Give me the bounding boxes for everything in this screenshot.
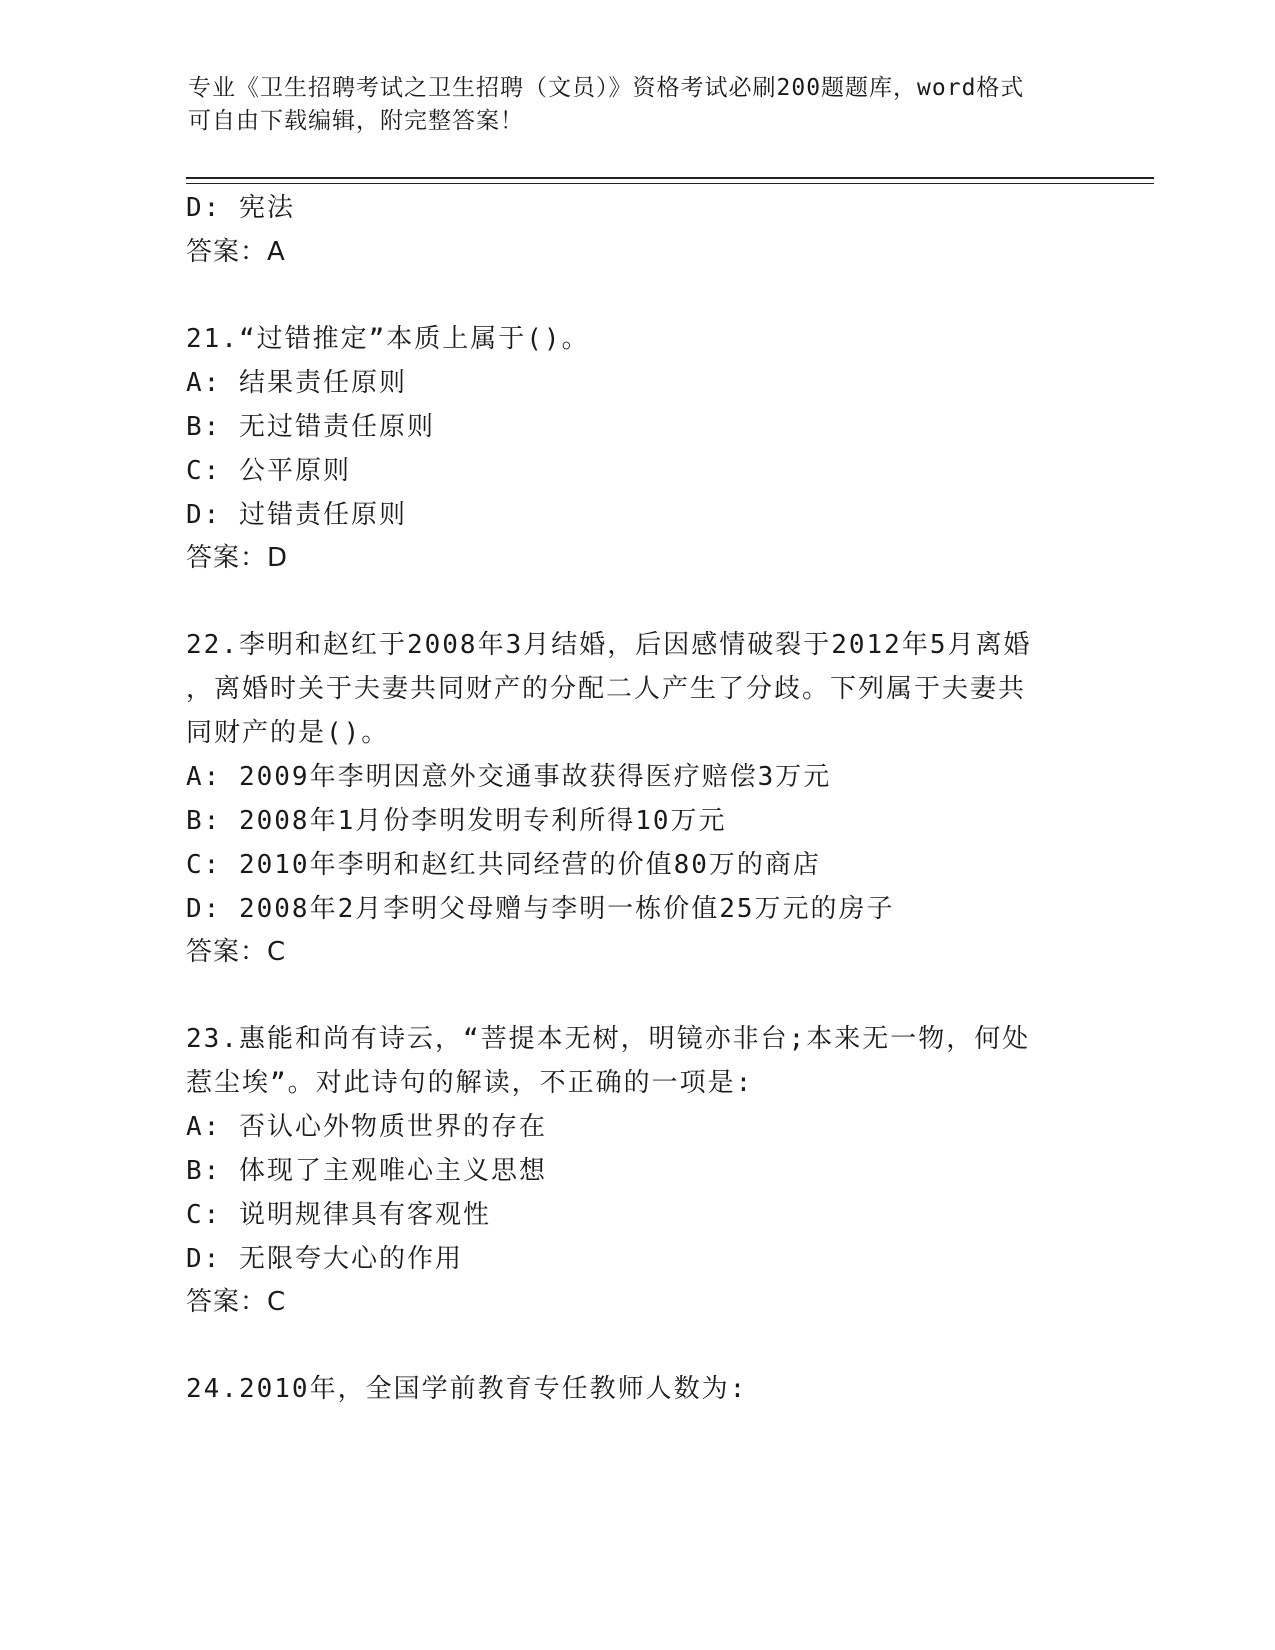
- document-header: [188, 72, 1068, 138]
- q23-stem-line-1: 23.惠能和尚有诗云，“菩提本无树，明镜亦非台;本来无一物，何处: [186, 1024, 1031, 1054]
- q21-stem: 21.“过错推定”本质上属于()。: [186, 324, 590, 354]
- q22-option-d: D: 2008年2月李明父母赠与李明一栋价值25万元的房子: [186, 894, 895, 924]
- q22-stem-line-3: 同财产的是()。: [186, 718, 390, 748]
- q22-stem-line-1: 22.李明和赵红于2008年3月结婚，后因感情破裂于2012年5月离婚: [186, 630, 1032, 660]
- q21-option-d: D: 过错责任原则: [186, 500, 407, 530]
- q20-option-d: D: 宪法: [186, 193, 295, 223]
- q23-option-b: B: 体现了主观唯心主义思想: [186, 1156, 547, 1186]
- q21-option-a: A: 结果责任原则: [186, 368, 407, 398]
- q23-answer: 答案：C: [186, 1287, 287, 1317]
- q22-option-a: A: 2009年李明因意外交通事故获得医疗赔偿3万元: [186, 762, 832, 792]
- q21-option-b: B: 无过错责任原则: [186, 412, 435, 442]
- q24-stem: 24.2010年，全国学前教育专任教师人数为:: [186, 1374, 748, 1404]
- q22-option-c: C: 2010年李明和赵红共同经营的价值80万的商店: [186, 850, 821, 880]
- q23-option-a: A: 否认心外物质世界的存在: [186, 1112, 547, 1142]
- header-line-1: 专业《卫生招聘考试之卫生招聘（文员）》资格考试必刷200题题库，word格式: [188, 75, 1025, 101]
- header-rule-thick: [186, 177, 1154, 179]
- q22-option-b: B: 2008年1月份李明发明专利所得10万元: [186, 806, 727, 836]
- q22-stem-line-2: ，离婚时关于夫妻共同财产的分配二人产生了分歧。下列属于夫妻共: [186, 674, 1027, 704]
- q21-option-c: C: 公平原则: [186, 456, 351, 486]
- q22-answer: 答案：C: [186, 937, 287, 967]
- q23-stem-line-2: 惹尘埃”。对此诗句的解读，不正确的一项是:: [186, 1068, 754, 1098]
- q21-answer: 答案：D: [186, 543, 289, 573]
- header-line-2: 可自由下载编辑，附完整答案！: [188, 108, 524, 134]
- header-rule-thin: [186, 183, 1154, 184]
- q23-option-d: D: 无限夸大心的作用: [186, 1244, 463, 1274]
- q23-option-c: C: 说明规律具有客观性: [186, 1200, 491, 1230]
- q20-answer: 答案：A: [186, 237, 286, 267]
